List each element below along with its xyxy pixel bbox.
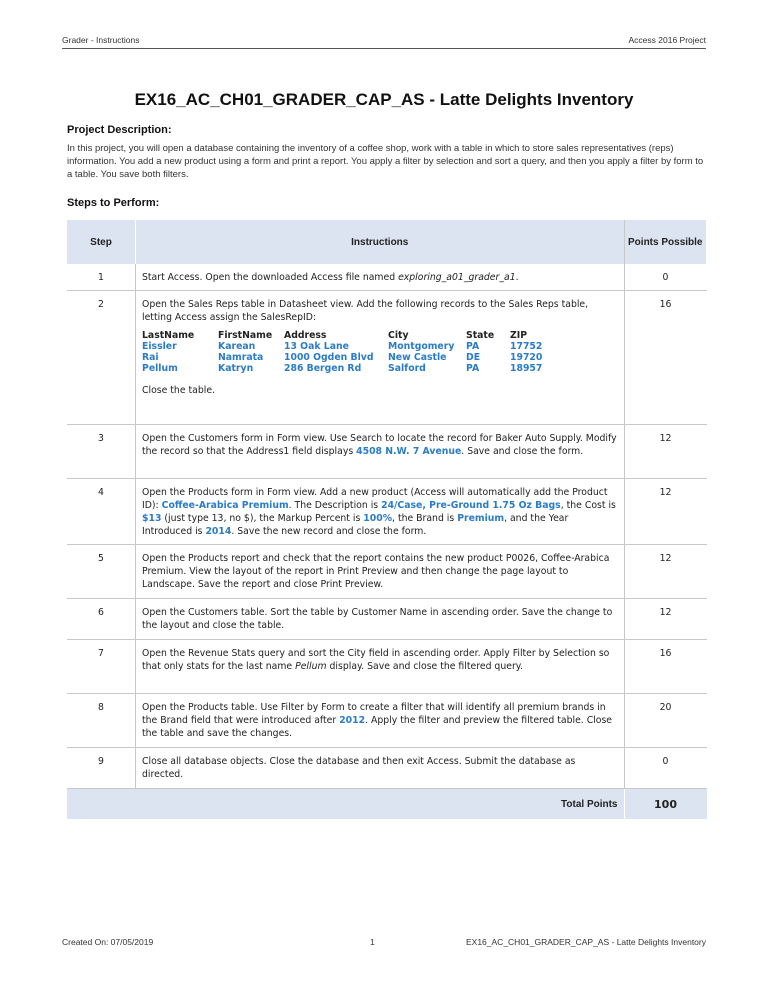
year-value: 2012 (339, 715, 366, 726)
step-instructions: Open the Revenue Stats query and sort the City field in ascending order. Apply Filter by Selection so that only stats for the last name Pellum display. Save and close the filtered query. (136, 640, 625, 694)
header-left: Grader - Instructions (62, 35, 140, 45)
address-value: 4508 N.W. 7 Avenue (356, 446, 462, 457)
step-instructions: Open the Products report and check that the report contains the new product P0026, Coffee-Arabica Premium. View the layout of the report in Print Preview and then change the page layout to Landscape. Save the report and close Print Preview. (136, 545, 625, 599)
col-instructions-header: Instructions (136, 220, 625, 264)
step-number: 4 (67, 479, 136, 545)
total-value: 100 (624, 789, 707, 820)
rep-record: Rai Namrata 1000 Ogden Blvd New Castle DE 19720 (142, 352, 543, 363)
step-number: 2 (67, 291, 136, 425)
step-row-4 (67, 479, 707, 545)
step-number: 9 (67, 748, 136, 789)
last-name-value: Pellum (295, 661, 327, 672)
total-label: Total Points (136, 789, 625, 820)
step-points: 16 (624, 291, 707, 425)
document-title: EX16_AC_CH01_GRADER_CAP_AS - Latte Delights Inventory (134, 90, 634, 109)
step-number: 6 (67, 599, 136, 640)
footer-document-title: EX16_AC_CH01_GRADER_CAP_AS - Latte Delights Inventory (465, 937, 706, 947)
step-row-3 (67, 425, 707, 479)
step-points: 0 (624, 264, 707, 291)
footer-page-number: 1 (370, 937, 375, 947)
total-row (67, 789, 707, 820)
footer-created-on: Created On: 07/05/2019 (62, 937, 154, 947)
project-description-text: In this project, you will open a database containing the inventory of a coffee shop, work with a table in which to store sales representatives (reps) information. You add a new product using a form and print a report. You apply a filter by selection and sort a query, and then you apply a filter by form to a table. You save both filters. (67, 143, 704, 180)
step-points: 20 (624, 694, 707, 748)
step-number: 7 (67, 640, 136, 694)
step-instructions: Open the Products table. Use Filter by Form to create a filter that will identify all premium brands in the Brand field that were introduced after 2012. Apply the filter and preview the filtered table. Close the table and save the changes. (136, 694, 625, 748)
step-row-5 (67, 545, 707, 599)
step-points: 12 (624, 599, 707, 640)
reps-header-row: LastName FirstName Address City State ZIP (142, 330, 528, 341)
rep-record: Eissler Karean 13 Oak Lane Montgomery PA 17752 (142, 341, 543, 352)
table-header-row (67, 220, 707, 264)
page-header (62, 35, 706, 49)
step-number: 3 (67, 425, 136, 479)
col-step-header: Step (67, 220, 136, 264)
step-row-2 (67, 291, 707, 425)
step-row-8 (67, 694, 707, 748)
sales-reps-records (142, 330, 550, 374)
step-points: 16 (624, 640, 707, 694)
step-points: 12 (624, 425, 707, 479)
step-number: 1 (67, 264, 136, 291)
step-instructions: Open the Customers table. Sort the table by Customer Name in ascending order. Save the change to the layout and close the table. (136, 599, 625, 640)
step-row-6 (67, 599, 707, 640)
project-description-heading: Project Description: (67, 124, 172, 136)
step-points: 0 (624, 748, 707, 789)
step-instructions: Open the Customers form in Form view. Use Search to locate the record for Baker Auto Supply. Modify the record so that the Address1 field displays 4508 N.W. 7 Avenue. Save and close the form. (136, 425, 625, 479)
file-name: exploring_a01_grader_a1 (398, 272, 516, 283)
step-points: 12 (624, 479, 707, 545)
step-row-7 (67, 640, 707, 694)
steps-heading: Steps to Perform: (67, 197, 160, 209)
step-number: 5 (67, 545, 136, 599)
header-right: Access 2016 Project (628, 35, 706, 45)
step-number: 8 (67, 694, 136, 748)
step-row-9 (67, 748, 707, 789)
steps-table (67, 220, 707, 819)
step-instructions: Start Access. Open the downloaded Access file named exploring_a01_grader_a1. (136, 264, 625, 291)
step-instructions: Open the Sales Reps table in Datasheet view. Add the following records to the Sales Reps table, letting Access assign the SalesRepID: LastName FirstName Address City State ZIP Eissler Karean 13 Oak Lane Montgomery PA 17752 Rai Namrata 1000 Ogden Blvd New Castle DE 19720 Pellum Katryn 286 Bergen Rd Salford PA 18957 Close the table. (136, 291, 625, 425)
step-row-1 (67, 264, 707, 291)
step-points: 12 (624, 545, 707, 599)
step-instructions: Close all database objects. Close the database and then exit Access. Submit the database as directed. (136, 748, 625, 789)
step-instructions: Open the Products form in Form view. Add a new product (Access will automatically add the Product ID): Coffee-Arabica Premium. The Description is 24/Case, Pre-Ground 1.75 Oz Bags, the Cost is $13 (just type 13, no $), the Markup Percent is 100%, the Brand is Premium, and the Year Introduced is 2014. Save the new record and close the form. (136, 479, 625, 545)
col-points-header: Points Possible (624, 220, 707, 264)
rep-record: Pellum Katryn 286 Bergen Rd Salford PA 18957 (142, 363, 543, 374)
